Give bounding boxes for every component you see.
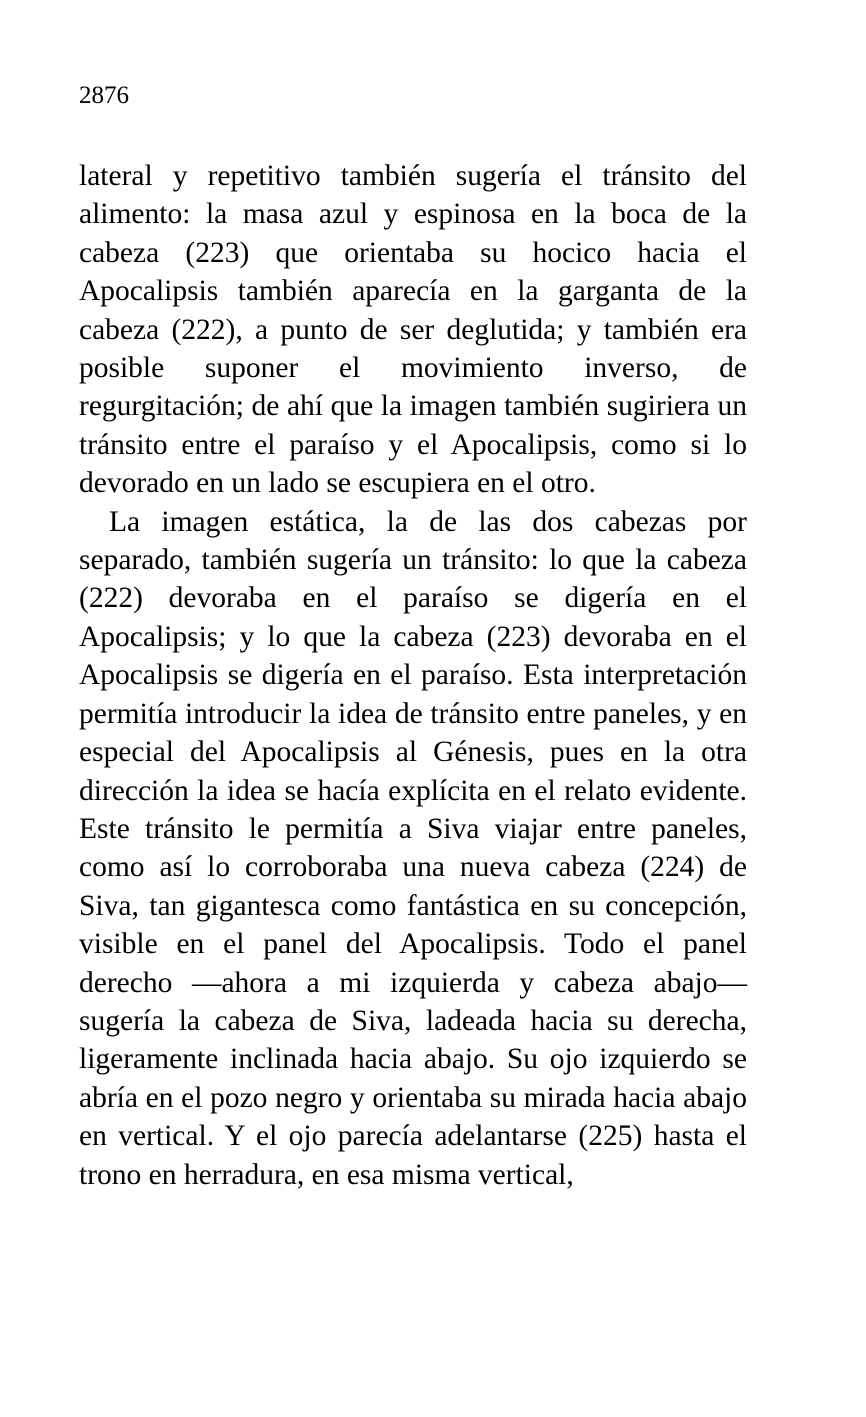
body-text <box>79 157 747 1194</box>
paragraph-continuation: lateral y repetitivo también sugería el tránsito del alimento: la masa azul y espinosa en la boca de la cabeza (223) que orientaba su hocico hacia el Apocalipsis también aparecía en la garganta de la cabeza (222), a punto de ser deglutida; y también era posible suponer el movimiento inverso, de regurgitación; de ahí que la imagen también sugiriera un tránsito entre el paraíso y el Apocalipsis, como si lo devorado en un lado se escupiera en el otro. <box>79 160 747 500</box>
paragraph: La imagen estática, la de las dos cabezas por separado, también sugería un tránsito: lo que la cabeza (222) devoraba en el paraíso se digería en el Apocalipsis; y lo que la cabeza (223) devoraba en el Apocalipsis se digería en el paraíso. Esta interpretación permitía introducir la idea de tránsito entre paneles, y en especial del Apocalipsis al Génesis, pues en la otra dirección la idea se hacía explícita en el relato evidente. Este tránsito le permitía a Siva viajar entre paneles, como así lo corroboraba una nueva cabeza (224) de Siva, tan gigantesca como fantástica en su concepción, visible en el panel del Apocalipsis. Todo el panel derecho —ahora a mi izquierda y cabeza abajo— sugería la cabeza de Siva, ladeada hacia su derecha, ligeramente inclinada hacia abajo. Su ojo izquierdo se abría en el pozo negro y orientaba su mirada hacia abajo en vertical. Y el ojo parecía adelantarse (225) hasta el trono en herradura, en esa misma vertical, <box>79 505 747 1191</box>
page-number: 2876 <box>79 82 129 109</box>
